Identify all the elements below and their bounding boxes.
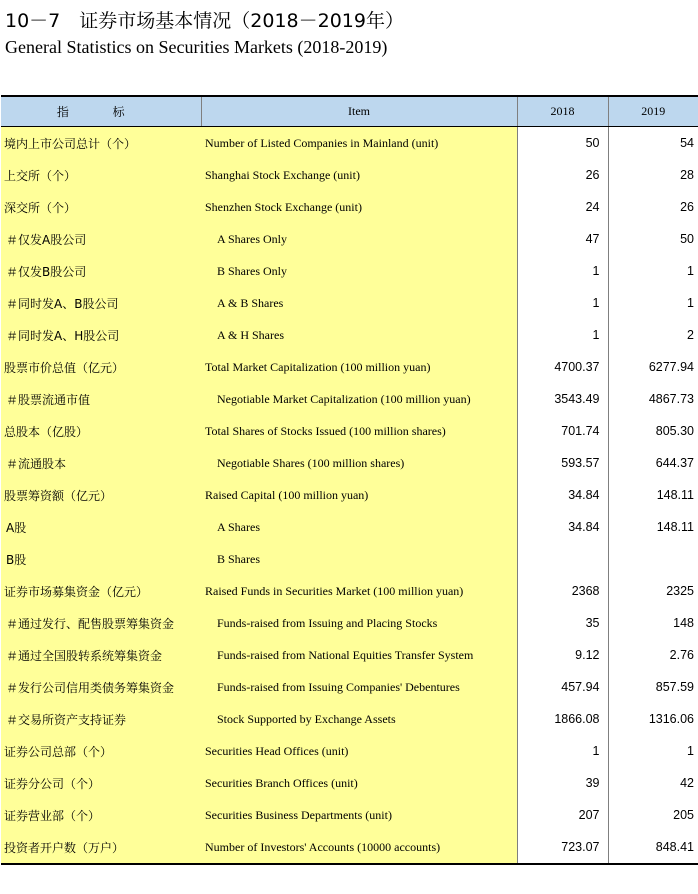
row-label-english: Raised Funds in Securities Market (100 million yuan): [201, 575, 517, 607]
table-row: [1, 447, 698, 479]
row-label-chinese: 证券市场募集资金（亿元）: [1, 575, 201, 607]
value-2018: 50: [517, 127, 608, 160]
row-label-chinese: 境内上市公司总计（个）: [1, 127, 201, 160]
row-label-english: Funds-raised from Issuing and Placing Stocks: [201, 607, 517, 639]
row-label-english: Funds-raised from Issuing Companies' Debentures: [201, 671, 517, 703]
row-label-english: Negotiable Shares (100 million shares): [201, 447, 517, 479]
row-label-chinese: B股: [1, 543, 201, 575]
row-label-english: Number of Listed Companies in Mainland (unit): [201, 127, 517, 160]
value-2019: 205: [673, 808, 694, 822]
value-2019: 28: [680, 168, 694, 182]
row-label-chinese: 证券公司总部（个）: [1, 735, 201, 767]
table-row: [1, 671, 698, 703]
value-2018: 457.94: [517, 671, 608, 703]
table-row: [1, 255, 698, 287]
value-2019: 4867.73: [648, 392, 694, 406]
table-row: [1, 575, 698, 607]
table-header-row: [1, 96, 698, 127]
row-label-english: A Shares: [201, 511, 517, 543]
row-label-chinese: 股票市价总值（亿元）: [1, 351, 201, 383]
value-2019: 148.11: [656, 488, 694, 502]
row-label-chinese: ＃流通股本: [1, 447, 201, 479]
header-2018: 2018: [517, 96, 608, 127]
value-2019: 848.41: [608, 831, 698, 864]
value-2018: 1: [517, 319, 608, 351]
value-2018: 24: [517, 191, 608, 223]
value-2019: 805.30: [655, 424, 694, 438]
row-label-chinese: 证券分公司（个）: [1, 767, 201, 799]
table-row: [1, 607, 698, 639]
table-row: [1, 191, 698, 223]
header-indicator: 指 标: [1, 96, 201, 127]
table-row: [1, 767, 698, 799]
row-label-english: B Shares Only: [201, 255, 517, 287]
row-label-chinese: ＃仅发A股公司: [1, 223, 201, 255]
row-label-chinese: 总股本（亿股）: [1, 415, 201, 447]
table-row: [1, 351, 698, 383]
row-label-english: Securities Branch Offices (unit): [201, 767, 517, 799]
table-row: [1, 735, 698, 767]
value-2018: 3543.49: [517, 383, 608, 415]
row-label-english: Securities Business Departments (unit): [201, 799, 517, 831]
row-label-english: Shanghai Stock Exchange (unit): [201, 159, 517, 191]
row-label-english: A & B Shares: [201, 287, 517, 319]
table-row: [1, 127, 698, 160]
row-label-chinese: ＃发行公司信用类债务筹集资金: [1, 671, 201, 703]
page-title-english: General Statistics on Securities Markets (2018-2019): [5, 37, 388, 57]
table-row: [1, 319, 698, 351]
row-label-chinese: 投资者开户数（万户）: [1, 831, 201, 864]
table-row: [1, 799, 698, 831]
value-2018: 47: [517, 223, 608, 255]
value-2018: 1866.08: [517, 703, 608, 735]
row-label-english: A & H Shares: [201, 319, 517, 351]
table-row: [1, 543, 698, 575]
row-label-chinese: ＃通过全国股转系统筹集资金: [1, 639, 201, 671]
table-row: [1, 159, 698, 191]
row-label-chinese: 证券营业部（个）: [1, 799, 201, 831]
row-label-english: Negotiable Market Capitalization (100 million yuan): [201, 383, 517, 415]
value-2018: 593.57: [517, 447, 608, 479]
row-label-chinese: 上交所（个）: [1, 159, 201, 191]
row-label-chinese: ＃通过发行、配售股票筹集资金: [1, 607, 201, 639]
value-2018: 34.84: [517, 511, 608, 543]
value-2018: 2368: [517, 575, 608, 607]
row-label-english: Securities Head Offices (unit): [201, 735, 517, 767]
value-2019: 1: [687, 264, 694, 278]
value-2019: 1: [687, 296, 694, 310]
row-label-english: Number of Investors' Accounts (10000 accounts): [201, 831, 517, 864]
table-row: [1, 479, 698, 511]
row-label-english: Shenzhen Stock Exchange (unit): [201, 191, 517, 223]
value-2019: 148.11: [656, 520, 694, 534]
row-label-english: A Shares Only: [201, 223, 517, 255]
value-2018: [517, 543, 608, 575]
value-2018: 723.07: [517, 831, 608, 864]
table-row: [1, 703, 698, 735]
value-2018: 9.12: [517, 639, 608, 671]
statistics-table: [1, 95, 698, 865]
header-item: Item: [201, 96, 517, 127]
row-label-chinese: 深交所（个）: [1, 191, 201, 223]
header-2019: 2019: [608, 96, 698, 127]
value-2018: 39: [517, 767, 608, 799]
row-label-english: Raised Capital (100 million yuan): [201, 479, 517, 511]
table-row: [1, 831, 698, 864]
row-label-english: Total Market Capitalization (100 million yuan): [201, 351, 517, 383]
value-2019: 42: [680, 776, 694, 790]
table-row: [1, 511, 698, 543]
value-2018: 1: [517, 735, 608, 767]
row-label-chinese: ＃同时发A、H股公司: [1, 319, 201, 351]
value-2018: 207: [517, 799, 608, 831]
row-label-chinese: ＃同时发A、B股公司: [1, 287, 201, 319]
value-2019: 2.76: [669, 648, 694, 662]
value-2018: 1: [517, 287, 608, 319]
value-2018: 35: [517, 607, 608, 639]
value-2019: 148: [673, 616, 694, 630]
value-2019: [608, 543, 698, 575]
row-label-english: Funds-raised from National Equities Transfer System: [201, 639, 517, 671]
row-label-chinese: ＃交易所资产支持证券: [1, 703, 201, 735]
table-row: [1, 223, 698, 255]
value-2018: 26: [517, 159, 608, 191]
table-row: [1, 415, 698, 447]
value-2018: 34.84: [517, 479, 608, 511]
value-2019: 26: [680, 200, 694, 214]
value-2018: 4700.37: [517, 351, 608, 383]
value-2019: 1: [687, 744, 694, 758]
value-2018: 701.74: [517, 415, 608, 447]
value-2019: 54: [680, 136, 694, 150]
value-2019: 6277.94: [648, 360, 694, 374]
row-label-chinese: ＃仅发B股公司: [1, 255, 201, 287]
row-label-chinese: A股: [1, 511, 201, 543]
row-label-english: Total Shares of Stocks Issued (100 million shares): [201, 415, 517, 447]
value-2019: 2325: [666, 584, 694, 598]
table-row: [1, 383, 698, 415]
value-2019: 50: [680, 232, 694, 246]
value-2019: 857.59: [655, 680, 694, 694]
table-row: [1, 287, 698, 319]
value-2019: 644.37: [655, 456, 694, 470]
value-2019: 2: [687, 328, 694, 342]
row-label-chinese: 股票筹资额（亿元）: [1, 479, 201, 511]
table-row: [1, 639, 698, 671]
table-body: [1, 127, 698, 865]
row-label-chinese: ＃股票流通市值: [1, 383, 201, 415]
value-2019: 1316.06: [648, 712, 694, 726]
row-label-english: Stock Supported by Exchange Assets: [201, 703, 517, 735]
row-label-english: B Shares: [201, 543, 517, 575]
value-2018: 1: [517, 255, 608, 287]
page-title-chinese: 10－7 证券市场基本情况（2018－2019年）: [5, 10, 404, 32]
